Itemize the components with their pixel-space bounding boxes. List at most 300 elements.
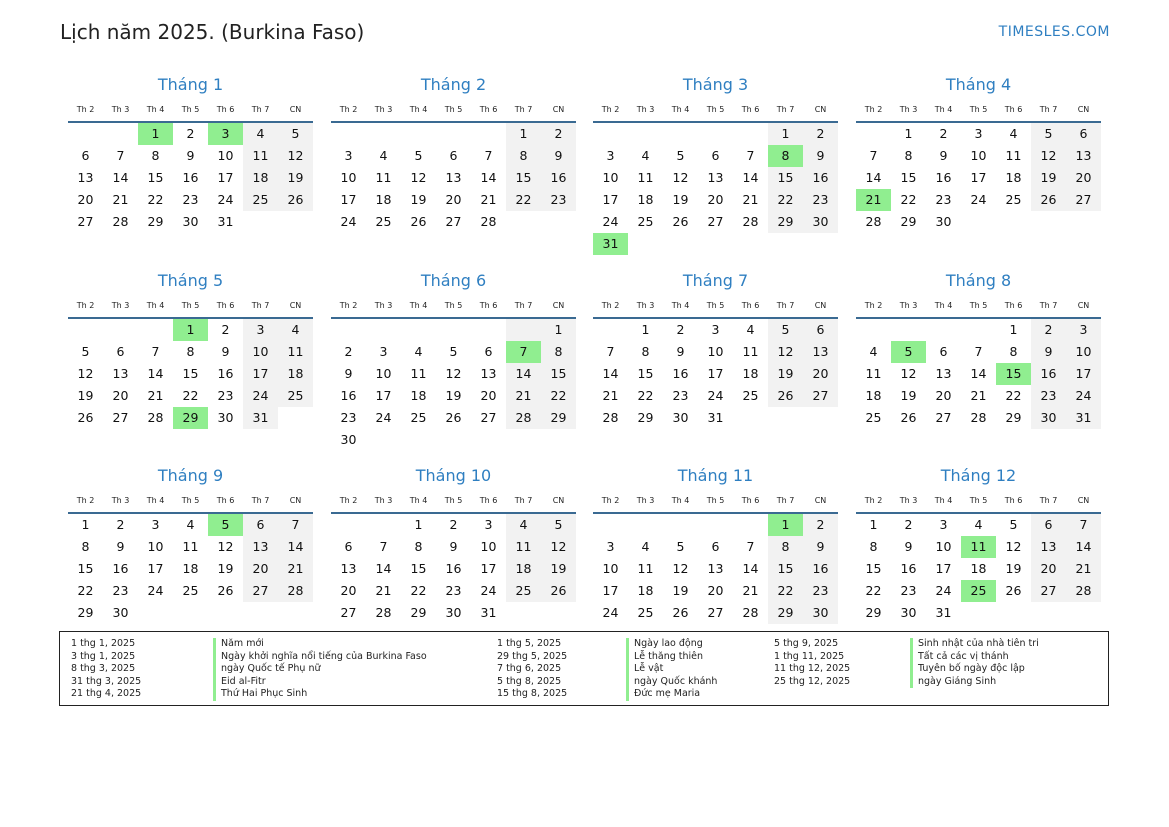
day-cell: 3: [1066, 319, 1101, 341]
day-cell: 5: [1031, 123, 1066, 145]
day-cell: 7: [606, 344, 615, 359]
day-cell: 27: [112, 410, 129, 425]
day-cell: 7: [974, 344, 983, 359]
day-cell: 6: [939, 344, 948, 359]
day-cell: 9: [221, 344, 230, 359]
day-cell: 19: [672, 583, 689, 598]
day-cell: 22: [147, 192, 164, 207]
day-cell: 24: [243, 385, 278, 407]
legend-names-column: [213, 638, 427, 701]
weekday-label: Th 5: [181, 496, 200, 505]
weekday-label: Th 3: [111, 496, 130, 505]
weekday-label: Th 4: [146, 105, 165, 114]
day-cell: 6: [803, 319, 838, 341]
weekday-label: Th 6: [741, 496, 760, 505]
day-cell: 17: [707, 366, 724, 381]
day-cell: 11: [243, 145, 278, 167]
day-cell: 3: [484, 517, 493, 532]
day-cell: 15: [900, 170, 917, 185]
legend-date: 5 thg 9, 2025: [774, 638, 839, 649]
weekday-label: Th 7: [251, 301, 270, 310]
weekday-label: Th 5: [706, 105, 725, 114]
month-calendar: [331, 268, 576, 451]
day-cell: 29: [900, 214, 917, 229]
day-cell: 23: [217, 388, 234, 403]
day-cell: 12: [445, 366, 462, 381]
day-cell: 4: [414, 344, 423, 359]
empty-cell: [891, 319, 926, 341]
day-cell: 19: [900, 388, 917, 403]
weekday-label: Th 2: [339, 301, 358, 310]
day-cell: 9: [541, 145, 576, 167]
weekday-label: Th 5: [969, 496, 988, 505]
weekday-label: CN: [552, 496, 565, 505]
weekday-label: Th 7: [776, 496, 795, 505]
day-cell: 16: [112, 561, 129, 576]
empty-cell: [628, 123, 663, 145]
day-cell: 29: [410, 605, 427, 620]
day-cell: 25: [182, 583, 199, 598]
day-cell: 17: [217, 170, 234, 185]
day-cell: 11: [637, 170, 654, 185]
holiday-day-cell: 31: [593, 233, 628, 255]
empty-cell: [856, 123, 891, 145]
empty-cell: [331, 319, 366, 341]
weekday-header: [856, 101, 1101, 123]
day-cell: 8: [904, 148, 913, 163]
weekday-label: Th 2: [601, 496, 620, 505]
day-cell: 28: [742, 214, 759, 229]
legend-holiday-name: Lễ vật: [626, 663, 717, 676]
day-cell: 12: [672, 561, 689, 576]
weekday-label: Th 7: [1039, 496, 1058, 505]
day-cell: 2: [803, 123, 838, 145]
day-cell: 22: [182, 388, 199, 403]
day-cell: 2: [221, 322, 230, 337]
day-cell: 23: [112, 583, 129, 598]
month-calendar: [68, 268, 313, 429]
day-cell: 6: [711, 539, 720, 554]
day-cell: 24: [147, 583, 164, 598]
day-cell: 25: [1005, 192, 1022, 207]
day-cell: 6: [1066, 123, 1101, 145]
day-cell: 5: [1009, 517, 1018, 532]
weekday-label: Th 2: [864, 105, 883, 114]
day-cell: 29: [541, 407, 576, 429]
day-cell: 30: [900, 605, 917, 620]
legend-date: 1 thg 1, 2025: [71, 638, 136, 649]
weekday-label: Th 7: [776, 301, 795, 310]
day-cell: 9: [676, 344, 685, 359]
legend-date: 29 thg 5, 2025: [497, 650, 568, 662]
day-grid: [856, 514, 1101, 624]
day-cell: 9: [449, 539, 458, 554]
weekday-label: CN: [289, 301, 302, 310]
day-cell: 19: [410, 192, 427, 207]
weekday-header: [68, 101, 313, 123]
month-calendar: [331, 463, 576, 624]
weekday-label: Th 3: [899, 301, 918, 310]
day-cell: 31: [217, 214, 234, 229]
empty-cell: [926, 319, 961, 341]
day-cell: 13: [243, 536, 278, 558]
day-cell: 19: [1005, 561, 1022, 576]
day-cell: 5: [676, 539, 685, 554]
weekday-label: CN: [552, 105, 565, 114]
legend-date: 1 thg 5, 2025: [497, 638, 562, 649]
day-cell: 5: [541, 514, 576, 536]
legend-holiday-name: Năm mới: [213, 638, 427, 651]
day-cell: 12: [672, 170, 689, 185]
weekday-label: Th 4: [934, 301, 953, 310]
weekday-label: Th 4: [934, 496, 953, 505]
day-cell: 12: [217, 539, 234, 554]
weekday-label: Th 7: [514, 105, 533, 114]
day-cell: 14: [506, 363, 541, 385]
empty-cell: [663, 123, 698, 145]
day-cell: 13: [1066, 145, 1101, 167]
day-cell: 21: [602, 388, 619, 403]
day-cell: 21: [480, 192, 497, 207]
day-cell: 29: [147, 214, 164, 229]
weekday-label: Th 7: [251, 496, 270, 505]
weekday-label: Th 5: [444, 496, 463, 505]
empty-cell: [68, 123, 103, 145]
holiday-day-cell: 7: [506, 341, 541, 363]
month-calendar: [331, 72, 576, 233]
day-cell: 12: [1031, 145, 1066, 167]
day-grid: [68, 319, 313, 429]
weekday-label: Th 6: [741, 105, 760, 114]
month-title: Tháng 7: [682, 271, 749, 290]
day-cell: 13: [707, 170, 724, 185]
month-calendar: [593, 268, 838, 429]
month-title: Tháng 10: [415, 466, 492, 485]
page-title: Lịch năm 2025. (Burkina Faso): [60, 20, 365, 44]
day-cell: 3: [151, 517, 160, 532]
day-cell: 30: [935, 214, 952, 229]
day-cell: 20: [480, 388, 497, 403]
holiday-day-cell: 15: [996, 363, 1031, 385]
day-cell: 25: [637, 605, 654, 620]
weekday-label: Th 7: [776, 105, 795, 114]
day-grid: [68, 514, 313, 624]
day-cell: 21: [742, 583, 759, 598]
day-cell: 20: [112, 388, 129, 403]
day-cell: 6: [1031, 514, 1066, 536]
day-cell: 21: [112, 192, 129, 207]
day-cell: 18: [410, 388, 427, 403]
day-cell: 12: [768, 341, 803, 363]
day-cell: 22: [410, 583, 427, 598]
day-cell: 22: [506, 189, 541, 211]
day-grid: [593, 514, 838, 624]
weekday-label: Th 4: [671, 496, 690, 505]
day-cell: 12: [541, 536, 576, 558]
day-cell: 23: [803, 189, 838, 211]
day-cell: 1: [541, 319, 576, 341]
day-cell: 11: [1005, 148, 1022, 163]
day-cell: 3: [379, 344, 388, 359]
holiday-day-cell: 11: [961, 536, 996, 558]
day-cell: 6: [81, 148, 90, 163]
weekday-label: Th 4: [146, 301, 165, 310]
day-cell: 10: [707, 344, 724, 359]
day-cell: 28: [375, 605, 392, 620]
day-cell: 6: [711, 148, 720, 163]
weekday-label: Th 3: [636, 496, 655, 505]
day-cell: 13: [1031, 536, 1066, 558]
day-cell: 1: [506, 123, 541, 145]
day-cell: 20: [445, 192, 462, 207]
day-cell: 24: [340, 214, 357, 229]
day-cell: 9: [186, 148, 195, 163]
day-cell: 19: [278, 167, 313, 189]
day-cell: 25: [375, 214, 392, 229]
day-cell: 12: [410, 170, 427, 185]
brand-link[interactable]: TIMESLES.COM: [998, 24, 1110, 40]
day-cell: 27: [707, 214, 724, 229]
day-cell: 13: [803, 341, 838, 363]
day-cell: 30: [803, 211, 838, 233]
empty-cell: [366, 123, 401, 145]
weekday-header: [68, 492, 313, 514]
day-cell: 16: [672, 366, 689, 381]
month-calendar: [68, 463, 313, 624]
weekday-label: CN: [1077, 105, 1090, 114]
legend-date: 15 thg 8, 2025: [497, 688, 568, 699]
day-cell: 3: [344, 148, 353, 163]
day-cell: 27: [707, 605, 724, 620]
month-title: Tháng 3: [682, 75, 749, 94]
day-cell: 2: [803, 514, 838, 536]
weekday-label: Th 2: [864, 301, 883, 310]
day-cell: 13: [707, 561, 724, 576]
day-cell: 25: [865, 410, 882, 425]
day-cell: 17: [340, 192, 357, 207]
day-cell: 10: [970, 148, 987, 163]
day-cell: 28: [865, 214, 882, 229]
day-cell: 13: [935, 366, 952, 381]
weekday-label: Th 3: [374, 496, 393, 505]
day-cell: 16: [541, 167, 576, 189]
empty-cell: [663, 514, 698, 536]
holiday-day-cell: 5: [891, 341, 926, 363]
day-cell: 17: [602, 583, 619, 598]
weekday-label: Th 3: [111, 301, 130, 310]
day-cell: 19: [541, 558, 576, 580]
empty-cell: [961, 319, 996, 341]
day-cell: 20: [803, 363, 838, 385]
weekday-label: Th 2: [76, 496, 95, 505]
weekday-label: Th 5: [181, 105, 200, 114]
weekday-label: CN: [1077, 301, 1090, 310]
empty-cell: [628, 514, 663, 536]
month-title: Tháng 6: [420, 271, 487, 290]
day-cell: 10: [217, 148, 234, 163]
day-cell: 8: [768, 536, 803, 558]
day-cell: 28: [506, 407, 541, 429]
day-cell: 16: [1031, 363, 1066, 385]
day-cell: 8: [81, 539, 90, 554]
day-cell: 4: [641, 148, 650, 163]
day-cell: 28: [1066, 580, 1101, 602]
day-cell: 30: [803, 602, 838, 624]
day-cell: 3: [974, 126, 983, 141]
empty-cell: [593, 514, 628, 536]
month-title: Tháng 2: [420, 75, 487, 94]
day-cell: 25: [278, 385, 313, 407]
empty-cell: [401, 319, 436, 341]
day-cell: 24: [602, 214, 619, 229]
day-cell: 24: [602, 605, 619, 620]
day-cell: 27: [445, 214, 462, 229]
day-cell: 31: [243, 407, 278, 429]
day-cell: 5: [676, 148, 685, 163]
holiday-day-cell: 1: [768, 514, 803, 536]
empty-cell: [366, 514, 401, 536]
day-cell: 28: [742, 605, 759, 620]
legend-date: 5 thg 8, 2025: [497, 675, 562, 687]
holiday-day-cell: 5: [208, 514, 243, 536]
day-cell: 15: [541, 363, 576, 385]
day-cell: 22: [1005, 388, 1022, 403]
empty-cell: [331, 123, 366, 145]
empty-cell: [471, 319, 506, 341]
day-cell: 28: [278, 580, 313, 602]
day-cell: 8: [869, 539, 878, 554]
weekday-label: Th 3: [111, 105, 130, 114]
day-cell: 23: [182, 192, 199, 207]
day-cell: 10: [602, 561, 619, 576]
day-cell: 16: [935, 170, 952, 185]
month-title: Tháng 5: [157, 271, 224, 290]
day-cell: 17: [480, 561, 497, 576]
day-cell: 21: [1066, 558, 1101, 580]
day-cell: 11: [506, 536, 541, 558]
day-cell: 22: [637, 388, 654, 403]
day-cell: 22: [900, 192, 917, 207]
day-cell: 2: [904, 517, 913, 532]
weekday-label: Th 6: [1004, 105, 1023, 114]
day-grid: [856, 123, 1101, 233]
day-cell: 16: [340, 388, 357, 403]
day-cell: 14: [970, 366, 987, 381]
weekday-label: CN: [552, 301, 565, 310]
day-cell: 23: [803, 580, 838, 602]
weekday-label: Th 5: [181, 301, 200, 310]
day-cell: 5: [414, 148, 423, 163]
weekday-label: Th 6: [216, 105, 235, 114]
day-cell: 4: [641, 539, 650, 554]
day-cell: 27: [803, 385, 838, 407]
day-cell: 22: [77, 583, 94, 598]
day-cell: 18: [742, 366, 759, 381]
day-cell: 4: [278, 319, 313, 341]
day-cell: 4: [243, 123, 278, 145]
day-cell: 10: [340, 170, 357, 185]
day-cell: 19: [1031, 167, 1066, 189]
day-cell: 15: [147, 170, 164, 185]
holiday-day-cell: 1: [173, 319, 208, 341]
day-cell: 15: [182, 366, 199, 381]
day-cell: 25: [506, 580, 541, 602]
day-cell: 16: [217, 366, 234, 381]
month-title: Tháng 4: [945, 75, 1012, 94]
day-cell: 10: [602, 170, 619, 185]
legend-dates-column: [71, 638, 141, 701]
day-cell: 28: [602, 410, 619, 425]
day-cell: 2: [541, 123, 576, 145]
day-cell: 8: [186, 344, 195, 359]
day-cell: 16: [803, 167, 838, 189]
holiday-day-cell: 3: [208, 123, 243, 145]
empty-cell: [593, 319, 628, 341]
day-cell: 1: [641, 322, 650, 337]
empty-cell: [593, 123, 628, 145]
day-cell: 26: [672, 214, 689, 229]
day-cell: 7: [116, 148, 125, 163]
day-grid: [331, 514, 576, 624]
month-title: Tháng 1: [157, 75, 224, 94]
weekday-label: Th 5: [969, 301, 988, 310]
day-cell: 14: [742, 170, 759, 185]
empty-cell: [103, 123, 138, 145]
day-cell: 9: [116, 539, 125, 554]
legend-holiday-name: Thứ Hai Phục Sinh: [213, 688, 427, 701]
weekday-label: Th 5: [706, 496, 725, 505]
day-cell: 7: [379, 539, 388, 554]
day-cell: 9: [803, 145, 838, 167]
day-cell: 30: [112, 605, 129, 620]
day-cell: 30: [672, 410, 689, 425]
empty-cell: [436, 123, 471, 145]
day-cell: 28: [147, 410, 164, 425]
weekday-header: [68, 297, 313, 319]
day-cell: 9: [1031, 341, 1066, 363]
day-cell: 7: [1066, 514, 1101, 536]
day-cell: 26: [445, 410, 462, 425]
empty-cell: [366, 319, 401, 341]
day-cell: 12: [278, 145, 313, 167]
empty-cell: [331, 514, 366, 536]
day-cell: 31: [707, 410, 724, 425]
day-cell: 23: [541, 189, 576, 211]
day-cell: 14: [278, 536, 313, 558]
day-cell: 3: [243, 319, 278, 341]
day-cell: 27: [480, 410, 497, 425]
day-cell: 18: [182, 561, 199, 576]
weekday-label: Th 7: [1039, 301, 1058, 310]
day-cell: 21: [278, 558, 313, 580]
day-cell: 7: [484, 148, 493, 163]
day-cell: 18: [637, 192, 654, 207]
day-cell: 29: [865, 605, 882, 620]
day-cell: 13: [480, 366, 497, 381]
day-cell: 31: [480, 605, 497, 620]
day-cell: 22: [865, 583, 882, 598]
day-cell: 10: [147, 539, 164, 554]
day-cell: 17: [375, 388, 392, 403]
weekday-header: [331, 297, 576, 319]
legend-dates-column: [497, 638, 567, 701]
day-cell: 30: [1031, 407, 1066, 429]
day-cell: 24: [375, 410, 392, 425]
day-cell: 16: [803, 558, 838, 580]
empty-cell: [856, 319, 891, 341]
day-cell: 23: [340, 410, 357, 425]
day-cell: 30: [182, 214, 199, 229]
